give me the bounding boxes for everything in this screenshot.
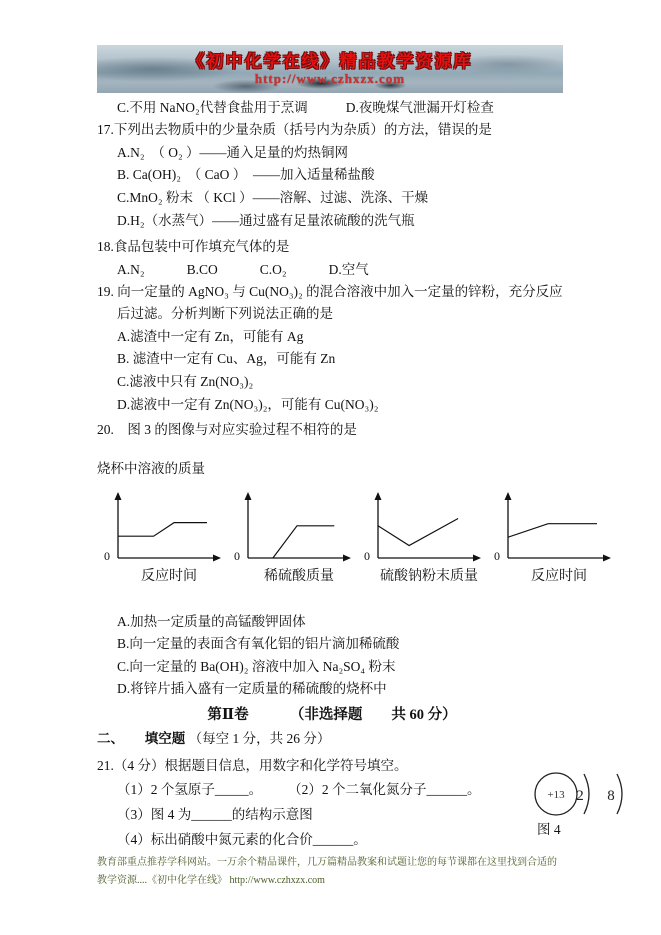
chart-line <box>378 518 458 545</box>
chart-xlabel: 反应时间 <box>531 568 587 584</box>
q21-sub4: （4）标出硝酸中氮元素的化合价______。 <box>117 832 367 847</box>
fill-section-note: （每空 1 分，共 26 分） <box>188 731 331 747</box>
q17-option-b: B. Ca(OH)₂ （ CaO ） ——加入适量稀盐酸 <box>117 167 375 183</box>
q20-stem: 20. 图 3 的图像与对应实验过程不相符的是 <box>97 422 357 438</box>
chart-line <box>508 523 597 537</box>
mini-chart-2-plot <box>235 490 353 566</box>
section2-volume: 第Ⅱ卷 <box>207 706 249 723</box>
footer-line2 <box>97 872 567 890</box>
footer-line1: 教育部重点推荐学科网站。一万余个精品课件，几万篇精品教案和试题让您的每节课都在这里找到合适的 <box>97 857 557 869</box>
q21-sub1-2-row <box>97 779 567 801</box>
banner-url-link[interactable]: http://www.czhxzx.com <box>254 70 406 86</box>
q17-stem: 17.下列出去物质中的少量杂质（括号内为杂质）的方法，错误的是 <box>97 122 492 138</box>
q20-option-b: B.向一定量的表面含有氧化铝的铝片滴加稀硫酸 <box>117 636 400 652</box>
origin-label: 0 <box>234 548 240 563</box>
q19-option-c: C.滤液中只有 Zn(NO₃)₂ <box>117 374 254 389</box>
mini-chart-1 <box>105 490 223 587</box>
y-axis-arrow <box>115 492 122 500</box>
figure4-caption: 图 4 <box>537 822 561 837</box>
mini-chart-1-plot <box>105 490 223 566</box>
q20-option-a: A.加热一定质量的高锰酸钾固体 <box>117 613 306 629</box>
content-column <box>97 45 587 889</box>
origin-label: 0 <box>494 548 500 563</box>
q18-stem: 18.食品包装中可作填充气体的是 <box>97 239 290 255</box>
q18-option-c: C.O₂ <box>259 261 287 277</box>
footer-line2-text: 教学资源....《初中化学在线》 <box>97 874 227 886</box>
origin-label: 0 <box>104 548 110 563</box>
shell2-arc <box>617 774 622 814</box>
carryover-option-c: C.不用 NaNO₂代替食盐用于烹调 <box>117 100 308 115</box>
mini-charts-row <box>105 490 625 587</box>
q19-option-b: B. 滤渣中一定有 Cu、Ag，可能有 Zn <box>117 351 336 367</box>
shell1-electron-count: 2 <box>576 788 584 804</box>
shell2-electron-count: 8 <box>607 788 615 804</box>
x-axis-arrow <box>213 554 221 561</box>
carryover-options-row <box>97 97 567 119</box>
charts-shared-ylabel: 烧杯中溶液的质量 <box>97 460 205 476</box>
q19-stem-line1: 19. 向一定量的 AgNO₃ 与 Cu(NO₃)₂ 的混合溶液中加入一定量的锌粉，充分反应 <box>97 284 563 299</box>
shell1-arc <box>584 774 589 814</box>
q18-option-b: B.CO <box>186 261 218 277</box>
y-axis-arrow <box>505 492 512 500</box>
section2-subtitle: （非选择题 共 60 分） <box>289 706 457 723</box>
mini-chart-3 <box>365 490 483 587</box>
x-axis-arrow <box>473 554 481 561</box>
chart-xlabel: 硫酸钠粉末质量 <box>380 568 478 584</box>
chart-xlabel: 反应时间 <box>141 568 197 584</box>
origin-label: 0 <box>364 548 370 563</box>
q21-sub1: （1）2 个氢原子_____。 <box>117 782 263 798</box>
figure4-atom-diagram <box>531 769 649 819</box>
mini-chart-3-plot <box>365 490 483 566</box>
nucleus-charge-label: +13 <box>547 789 565 801</box>
fill-section-title: 填空题 <box>144 731 186 747</box>
footer-url-link[interactable]: http://www.czhxzx.com <box>229 874 325 886</box>
q18-option-d: D.空气 <box>328 261 369 277</box>
q17-option-c: C.MnO₂ 粉末 （ KCl ）——溶解、过滤、洗涤、干燥 <box>117 190 429 205</box>
q19-stem-line2: 后过滤。分析判断下列说法正确的是 <box>117 306 333 322</box>
q19-option-a: A.滤渣中一定有 Zn，可能有 Ag <box>117 328 304 344</box>
y-axis-arrow <box>375 492 382 500</box>
q20-option-d: D.将锌片插入盛有一定质量的稀硫酸的烧杯中 <box>117 681 387 697</box>
chart-xlabel: 稀硫酸质量 <box>264 568 334 584</box>
mini-chart-4-plot <box>495 490 613 566</box>
mini-chart-4 <box>495 490 613 587</box>
fill-section-number: 二、 <box>97 731 124 747</box>
chart-line <box>118 522 207 536</box>
q21-stem: 21.（4 分）根据题目信息，用数字和化学符号填空。 <box>97 757 408 773</box>
site-banner-image <box>97 45 563 93</box>
q18-option-a: A.N₂ <box>117 261 145 277</box>
q19-option-d: D.滤液中一定有 Zn(NO₃)₂，可能有 Cu(NO₃)₂ <box>117 396 379 412</box>
chart-line <box>273 525 334 557</box>
q20-option-c: C.向一定量的 Ba(OH)₂ 溶液中加入 Na₂SO₄ 粉末 <box>117 658 396 674</box>
fill-section-header <box>97 728 567 750</box>
x-axis-arrow <box>343 554 351 561</box>
x-axis-arrow <box>603 554 611 561</box>
section2-header <box>97 704 567 726</box>
mini-chart-2 <box>235 490 353 587</box>
q17-option-d: D.H₂（水蒸气）——通过盛有足量浓硫酸的洗气瓶 <box>117 212 415 228</box>
footer <box>97 854 567 889</box>
q21-sub2: （2）2 个二氧化氮分子______。 <box>288 782 481 798</box>
q18-options-row <box>97 259 567 281</box>
q21-sub3: （3）图 4 为______的结构示意图 <box>117 806 313 822</box>
y-axis-arrow <box>245 492 252 500</box>
q17-option-a: A.N₂ （ O₂ ）——通入足量的灼热铜网 <box>117 144 349 160</box>
banner-title: 《初中化学在线》精品教学资源库 <box>187 51 473 71</box>
carryover-option-d: D.夜晚煤气泄漏开灯检查 <box>345 100 494 115</box>
